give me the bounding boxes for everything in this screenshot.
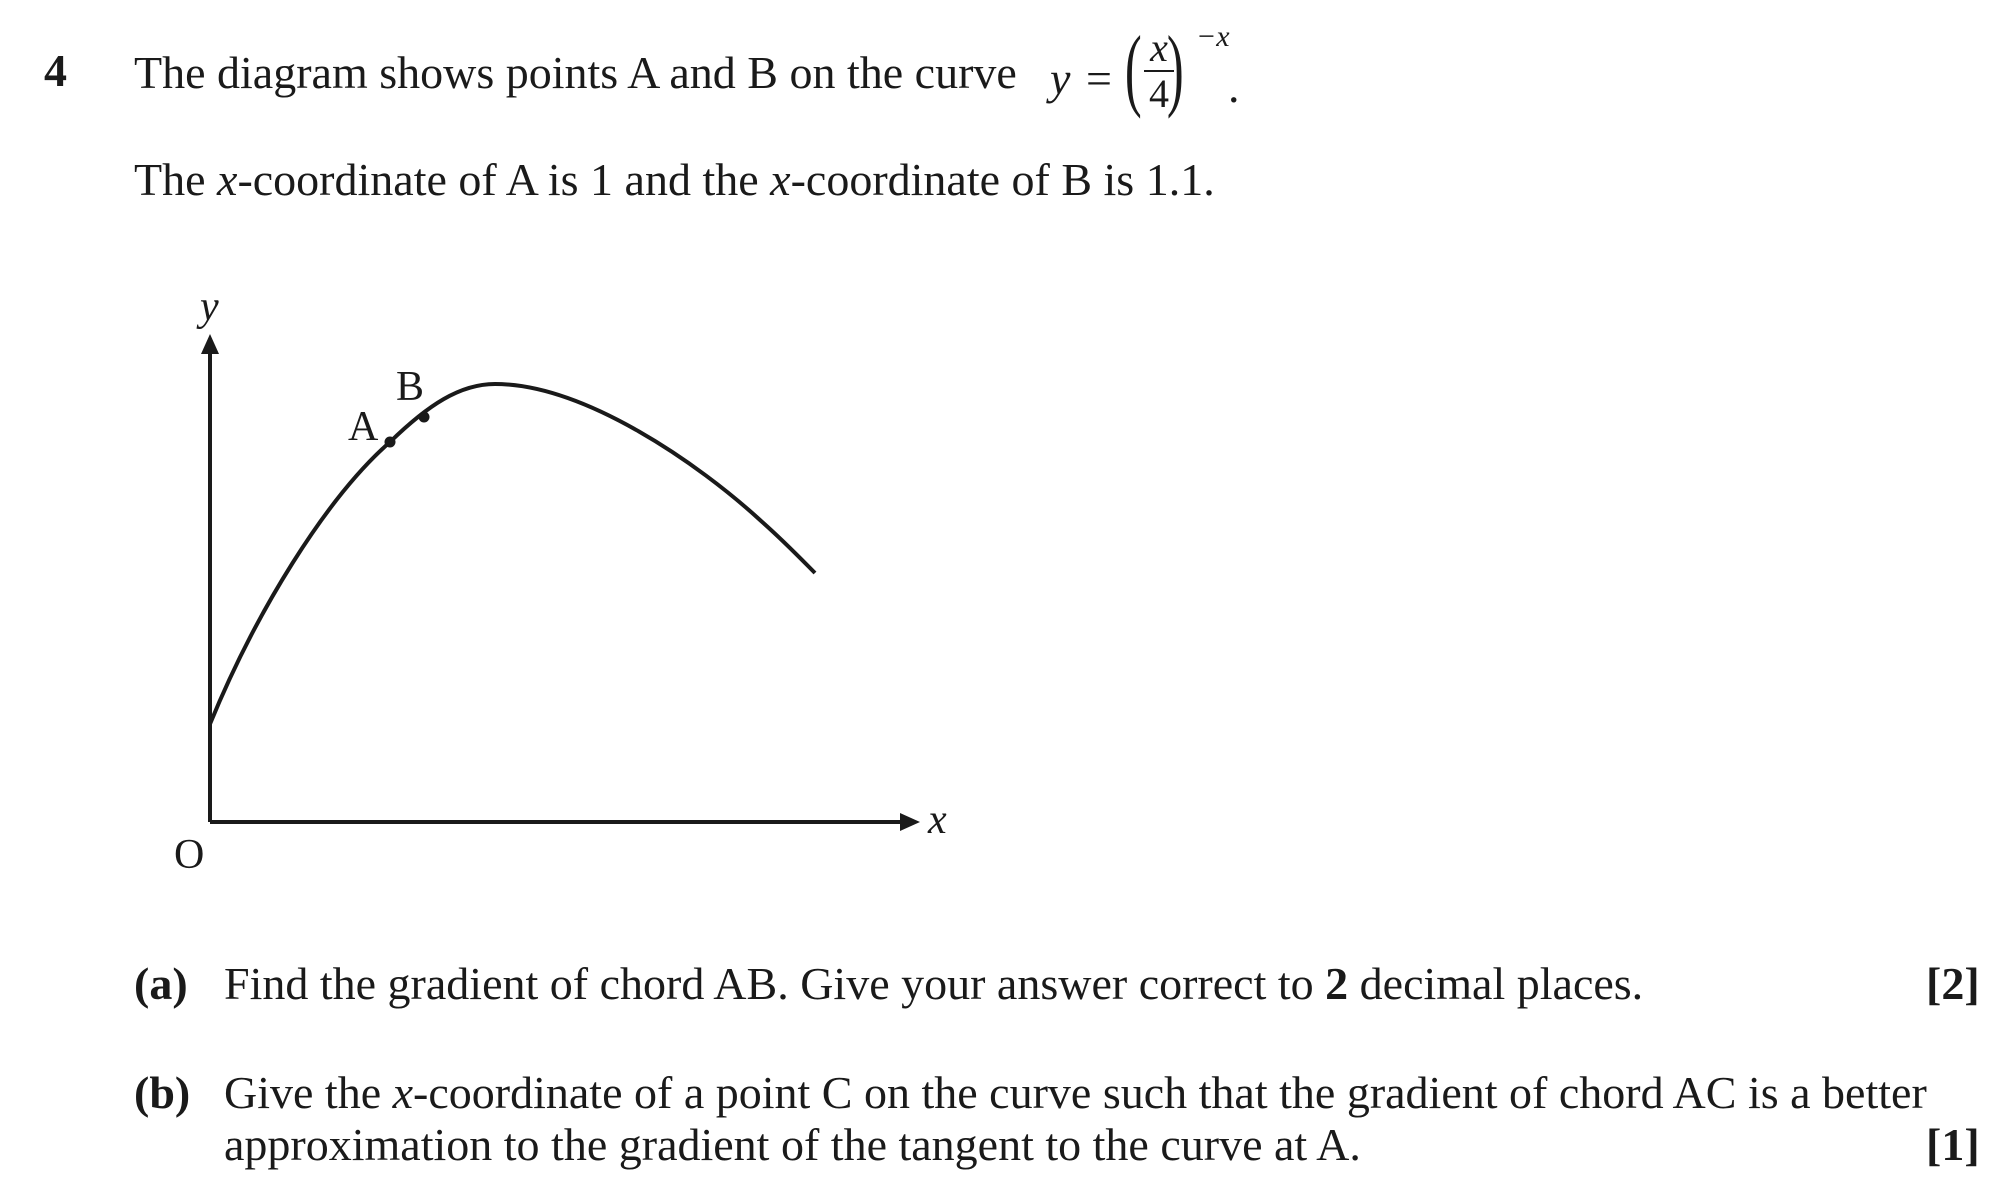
part-b-text-post: -coordinate of a point C on the curve such that the gradient of chord AC is a better xyxy=(413,1067,1927,1118)
point-b-label: B xyxy=(396,364,425,410)
question-intro: The diagram shows points A and B on the curve xyxy=(134,47,1017,98)
part-a-text-post: decimal places. xyxy=(1348,958,1644,1009)
part-a-text xyxy=(224,957,1643,1010)
part-b-text-pre: Give the xyxy=(224,1067,393,1118)
left-parenthesis: ( xyxy=(1124,17,1142,119)
part-a-text-pre: Find the gradient of chord AB. Give your answer correct to xyxy=(224,958,1326,1009)
point-a-label: A xyxy=(348,404,379,450)
curve-diagram xyxy=(160,280,980,880)
coords-mid-1: -coordinate of A is 1 and the xyxy=(237,154,771,205)
coordinates-statement xyxy=(134,153,1215,206)
equation-exponent: −x xyxy=(1196,20,1230,53)
point-b-marker xyxy=(419,412,430,423)
fraction-numerator: x xyxy=(1150,25,1168,70)
part-b-text-line2: approximation to the gradient of the tangent to the curve at A. xyxy=(224,1119,1361,1170)
fraction-denominator: 4 xyxy=(1149,71,1169,116)
part-b-text-line1 xyxy=(224,1066,1980,1119)
equation-period: . xyxy=(1228,61,1240,112)
part-a-text-bold: 2 xyxy=(1325,958,1349,1009)
part-a-label: (a) xyxy=(134,958,188,1009)
part-a-marks: [2] xyxy=(1926,958,1980,1009)
coords-pre: The xyxy=(134,154,218,205)
y-axis-label: y xyxy=(200,284,219,330)
origin-label: O xyxy=(174,832,205,878)
part-b-text-var: x xyxy=(392,1067,414,1118)
coords-x-var-1: x xyxy=(217,154,238,205)
equation-y: y xyxy=(1050,53,1071,104)
curve xyxy=(210,384,815,724)
curve-equation xyxy=(1050,17,1240,130)
x-axis-label: x xyxy=(928,797,947,843)
coords-x-var-2: x xyxy=(770,154,791,205)
equation-equals: = xyxy=(1086,53,1112,104)
point-a-marker xyxy=(385,437,396,448)
part-b-marks: [1] xyxy=(1926,1119,1980,1170)
question-number: 4 xyxy=(44,45,67,96)
right-parenthesis: ) xyxy=(1166,17,1184,119)
part-b-label: (b) xyxy=(134,1067,191,1118)
coords-mid-2: -coordinate of B is 1.1. xyxy=(790,154,1215,205)
y-axis-arrow-icon xyxy=(201,334,219,354)
x-axis-arrow-icon xyxy=(900,813,920,831)
